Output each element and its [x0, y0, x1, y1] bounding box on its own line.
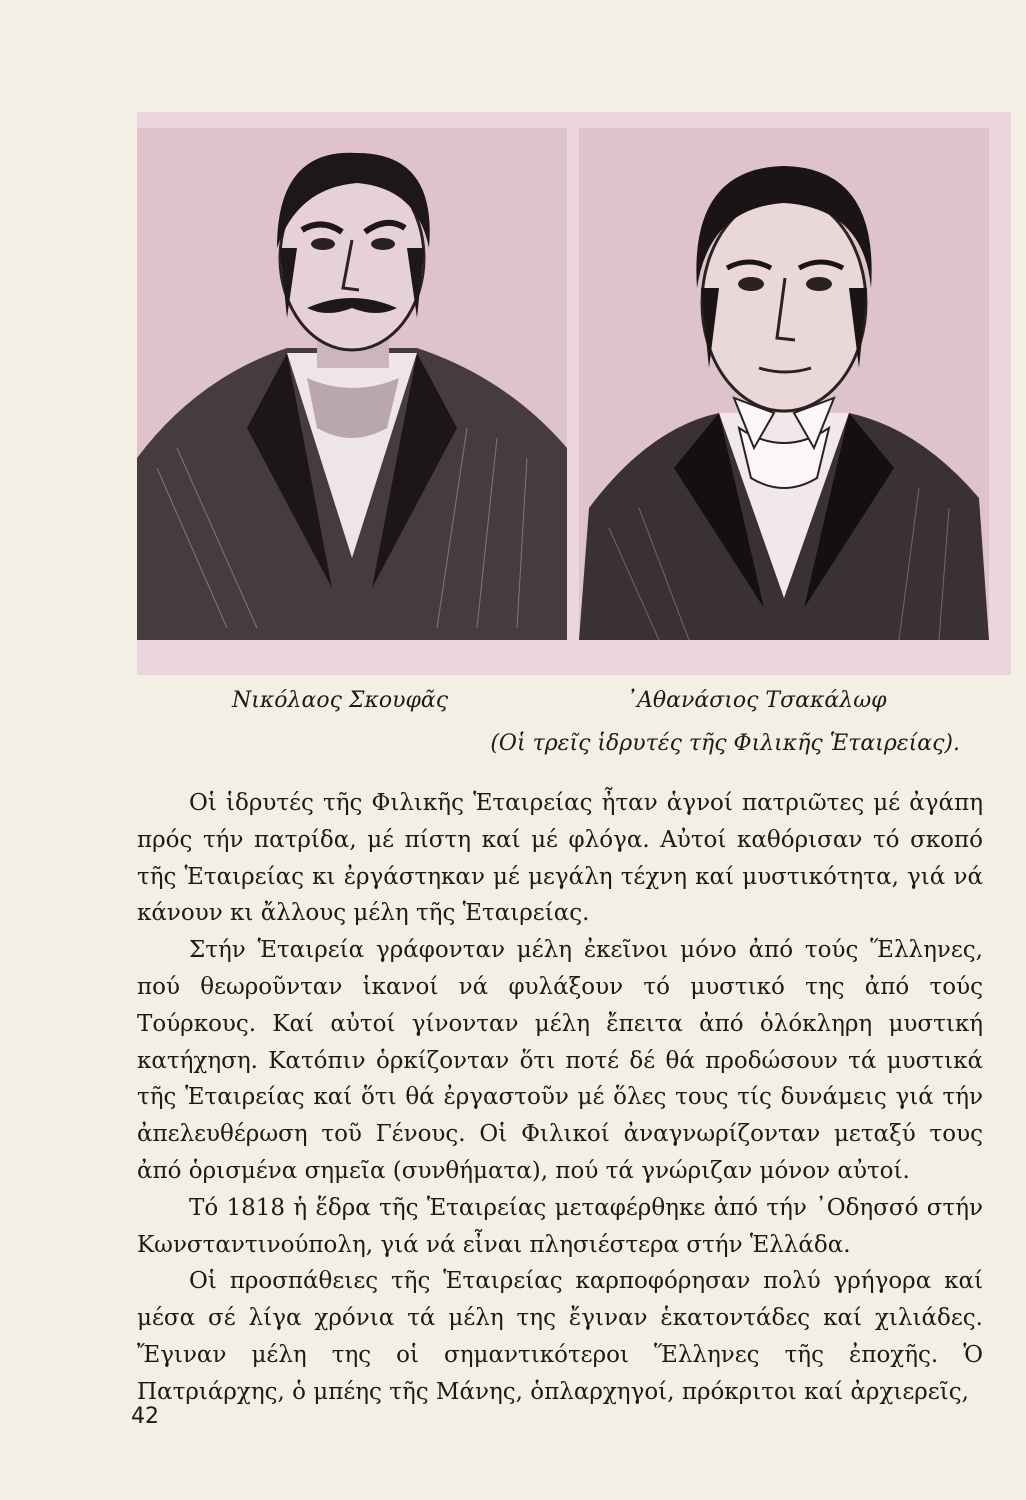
portrait-tsakalof-image [579, 128, 989, 640]
caption-right-name: ᾿Αθανάσιος Τσακάλωφ [626, 688, 887, 713]
paragraph: Οἱ προσπάθειες τῆς Ἑταιρείας καρποφόρησαν πολύ γρήγορα καί μέσα σέ λίγα χρόνια τά μέλη της ἔγιναν ἑκατοντάδες καί χιλιάδες. Ἔγιναν μέλη της οἱ σημαντικότεροι Ἕλληνες τῆς ἐποχῆς. Ὁ Πατριάρχης, ὁ μπέης τῆς Μάνης, ὁπλαρχηγοί, πρόκριτοι καί ἀρχιερεῖς, [137, 1268, 983, 1405]
caption-left-name: Νικόλαος Σκουφᾶς [232, 688, 449, 713]
page-number: 42 [131, 1404, 159, 1429]
body-text [137, 785, 983, 1411]
paragraph: Τό 1818 ἡ ἕδρα τῆς Ἑταιρείας μεταφέρθηκε ἀπό τήν ᾿Οδησσό στήν Κωνσταντινούπολη, γιά νά εἶναι πλησιέστερα στήν Ἑλλάδα. [137, 1194, 983, 1258]
engraved-portrait-icon [579, 128, 989, 640]
paragraph: Οἱ ἱδρυτές τῆς Φιλικῆς Ἑταιρείας ἦταν ἁγνοί πατριῶτες μέ ἀγάπη πρός τήν πατρίδα, μέ πίστη καί μέ φλόγα. Αὐτοί καθόρισαν τό σκοπό τῆς Ἑταιρείας κι ἐργάστηκαν μέ μεγάλη τέχνη καί μυστικότητα, γιά νά κάνουν κι ἄλλους μέλη τῆς Ἑταιρείας. [137, 790, 983, 927]
paragraph: Στήν Ἑταιρεία γράφονταν μέλη ἐκεῖνοι μόνο ἀπό τούς Ἕλληνες, πού θεωροῦνταν ἱκανοί νά φυλάξουν τό μυστικό της ἀπό τούς Τούρκους. Καί αὐτοί γίνονταν μέλη ἔπειτα ἀπό ὁλόκληρη μυστική κατήχηση. Κατόπιν ὁρκίζονταν ὅτι ποτέ δέ θά προδώσουν τά μυστικά τῆς Ἑταιρείας καί ὅτι θά ἐργαστοῦν μέ ὅλες τους τίς δυνάμεις γιά τήν ἀπελευθέρωση τοῦ Γένους. Οἱ Φιλικοί ἀναγνωρίζονταν μεταξύ τους ἀπό ὁρισμένα σημεῖα (συνθήματα), πού τά γνώριζαν μόνον αὐτοί. [137, 937, 983, 1184]
engraved-portrait-icon [137, 128, 567, 640]
caption-founders-note: (Οἱ τρεῖς ἱδρυτές τῆς Φιλικῆς Ἑταιρείας). [490, 731, 960, 756]
portrait-skoufas-image [137, 128, 567, 640]
